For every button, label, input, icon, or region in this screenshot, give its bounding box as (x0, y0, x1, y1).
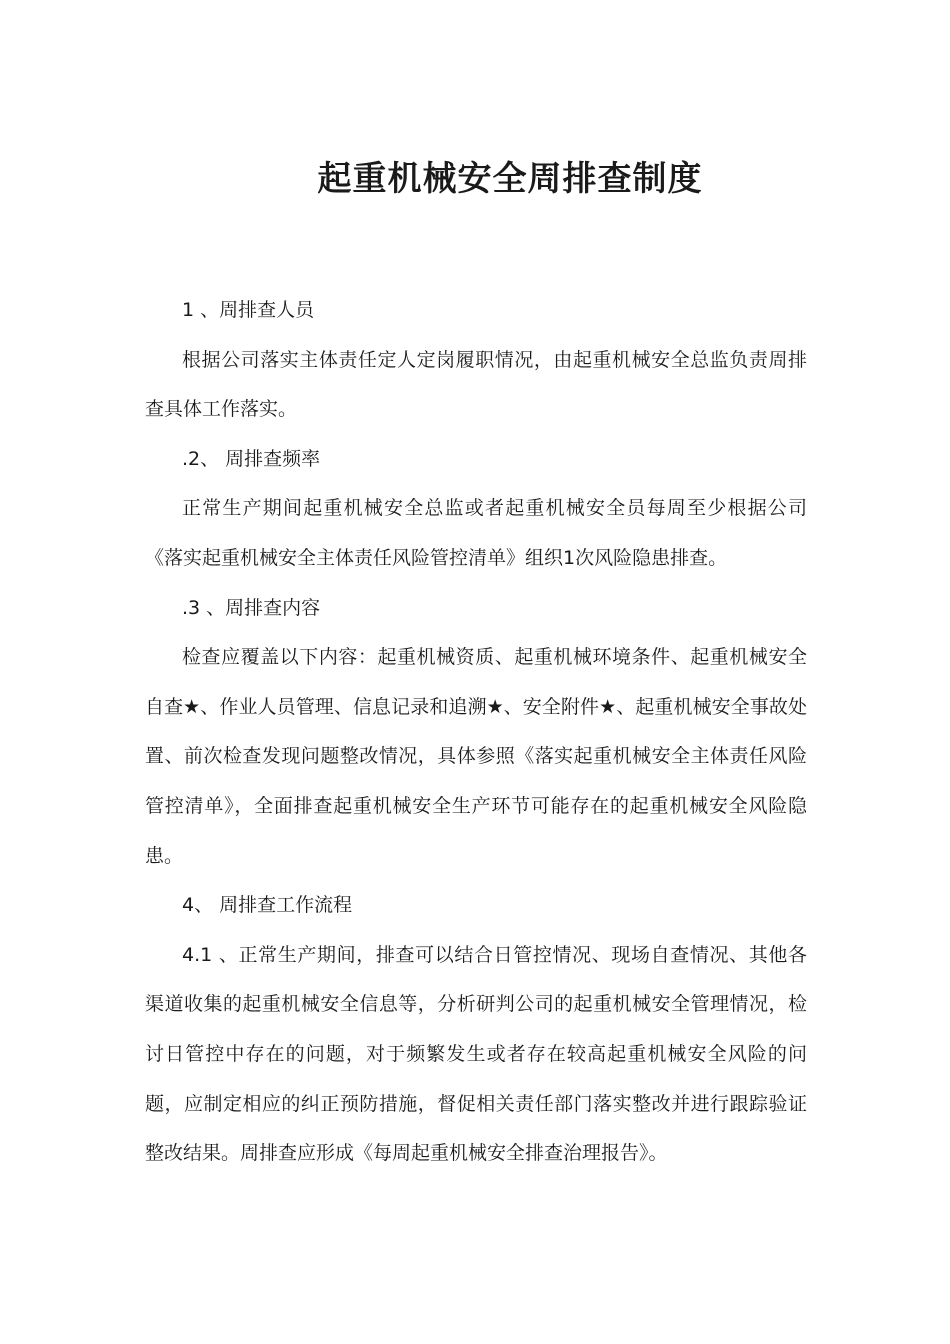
document-title: 起重机械安全周排查制度 (317, 159, 703, 199)
paragraph-workflow: 4.1 、正常生产期间，排查可以结合日管控情况、现场自查情况、其他各渠道收集的起重机械安全信息等，分析研判公司的起重机械安全管理情况，检讨日管控中存在的问题，对于频繁发生或者存在较高起重机械安全风险的问题，应制定相应的纠正预防措施，督促相关责任部门落实整改并进行跟踪验证整改结果。周排查应形成《每周起重机械安全排查治理报告》。 (145, 943, 807, 1165)
section-heading-personnel: 1 、周排查人员 (182, 299, 315, 321)
paragraph-personnel: 根据公司落实主体责任定人定岗履职情况，由起重机械安全总监负责周排查具体工作落实。 (145, 348, 807, 421)
document-body (145, 286, 807, 1179)
paragraph-frequency: 正常生产期间起重机械安全总监或者起重机械安全员每周至少根据公司《落实起重机械安全主体责任风险管控清单》组织1次风险隐患排查。 (145, 497, 807, 569)
section-heading-content: .3 、周排查内容 (182, 596, 321, 619)
paragraph-content: 检查应覆盖以下内容：起重机械资质、起重机械环境条件、起重机械安全自查★、作业人员管理、信息记录和追溯★、安全附件★、起重机械安全事故处置、前次检查发现问题整改情况，具体参照《落实起重机械安全主体责任风险管控清单》，全面排查起重机械安全生产环节可能存在的起重机械安全风险隐患。 (145, 646, 807, 867)
section-heading-workflow: 4、 周排查工作流程 (182, 894, 353, 917)
section-heading-frequency: .2、 周排查频率 (182, 447, 321, 470)
